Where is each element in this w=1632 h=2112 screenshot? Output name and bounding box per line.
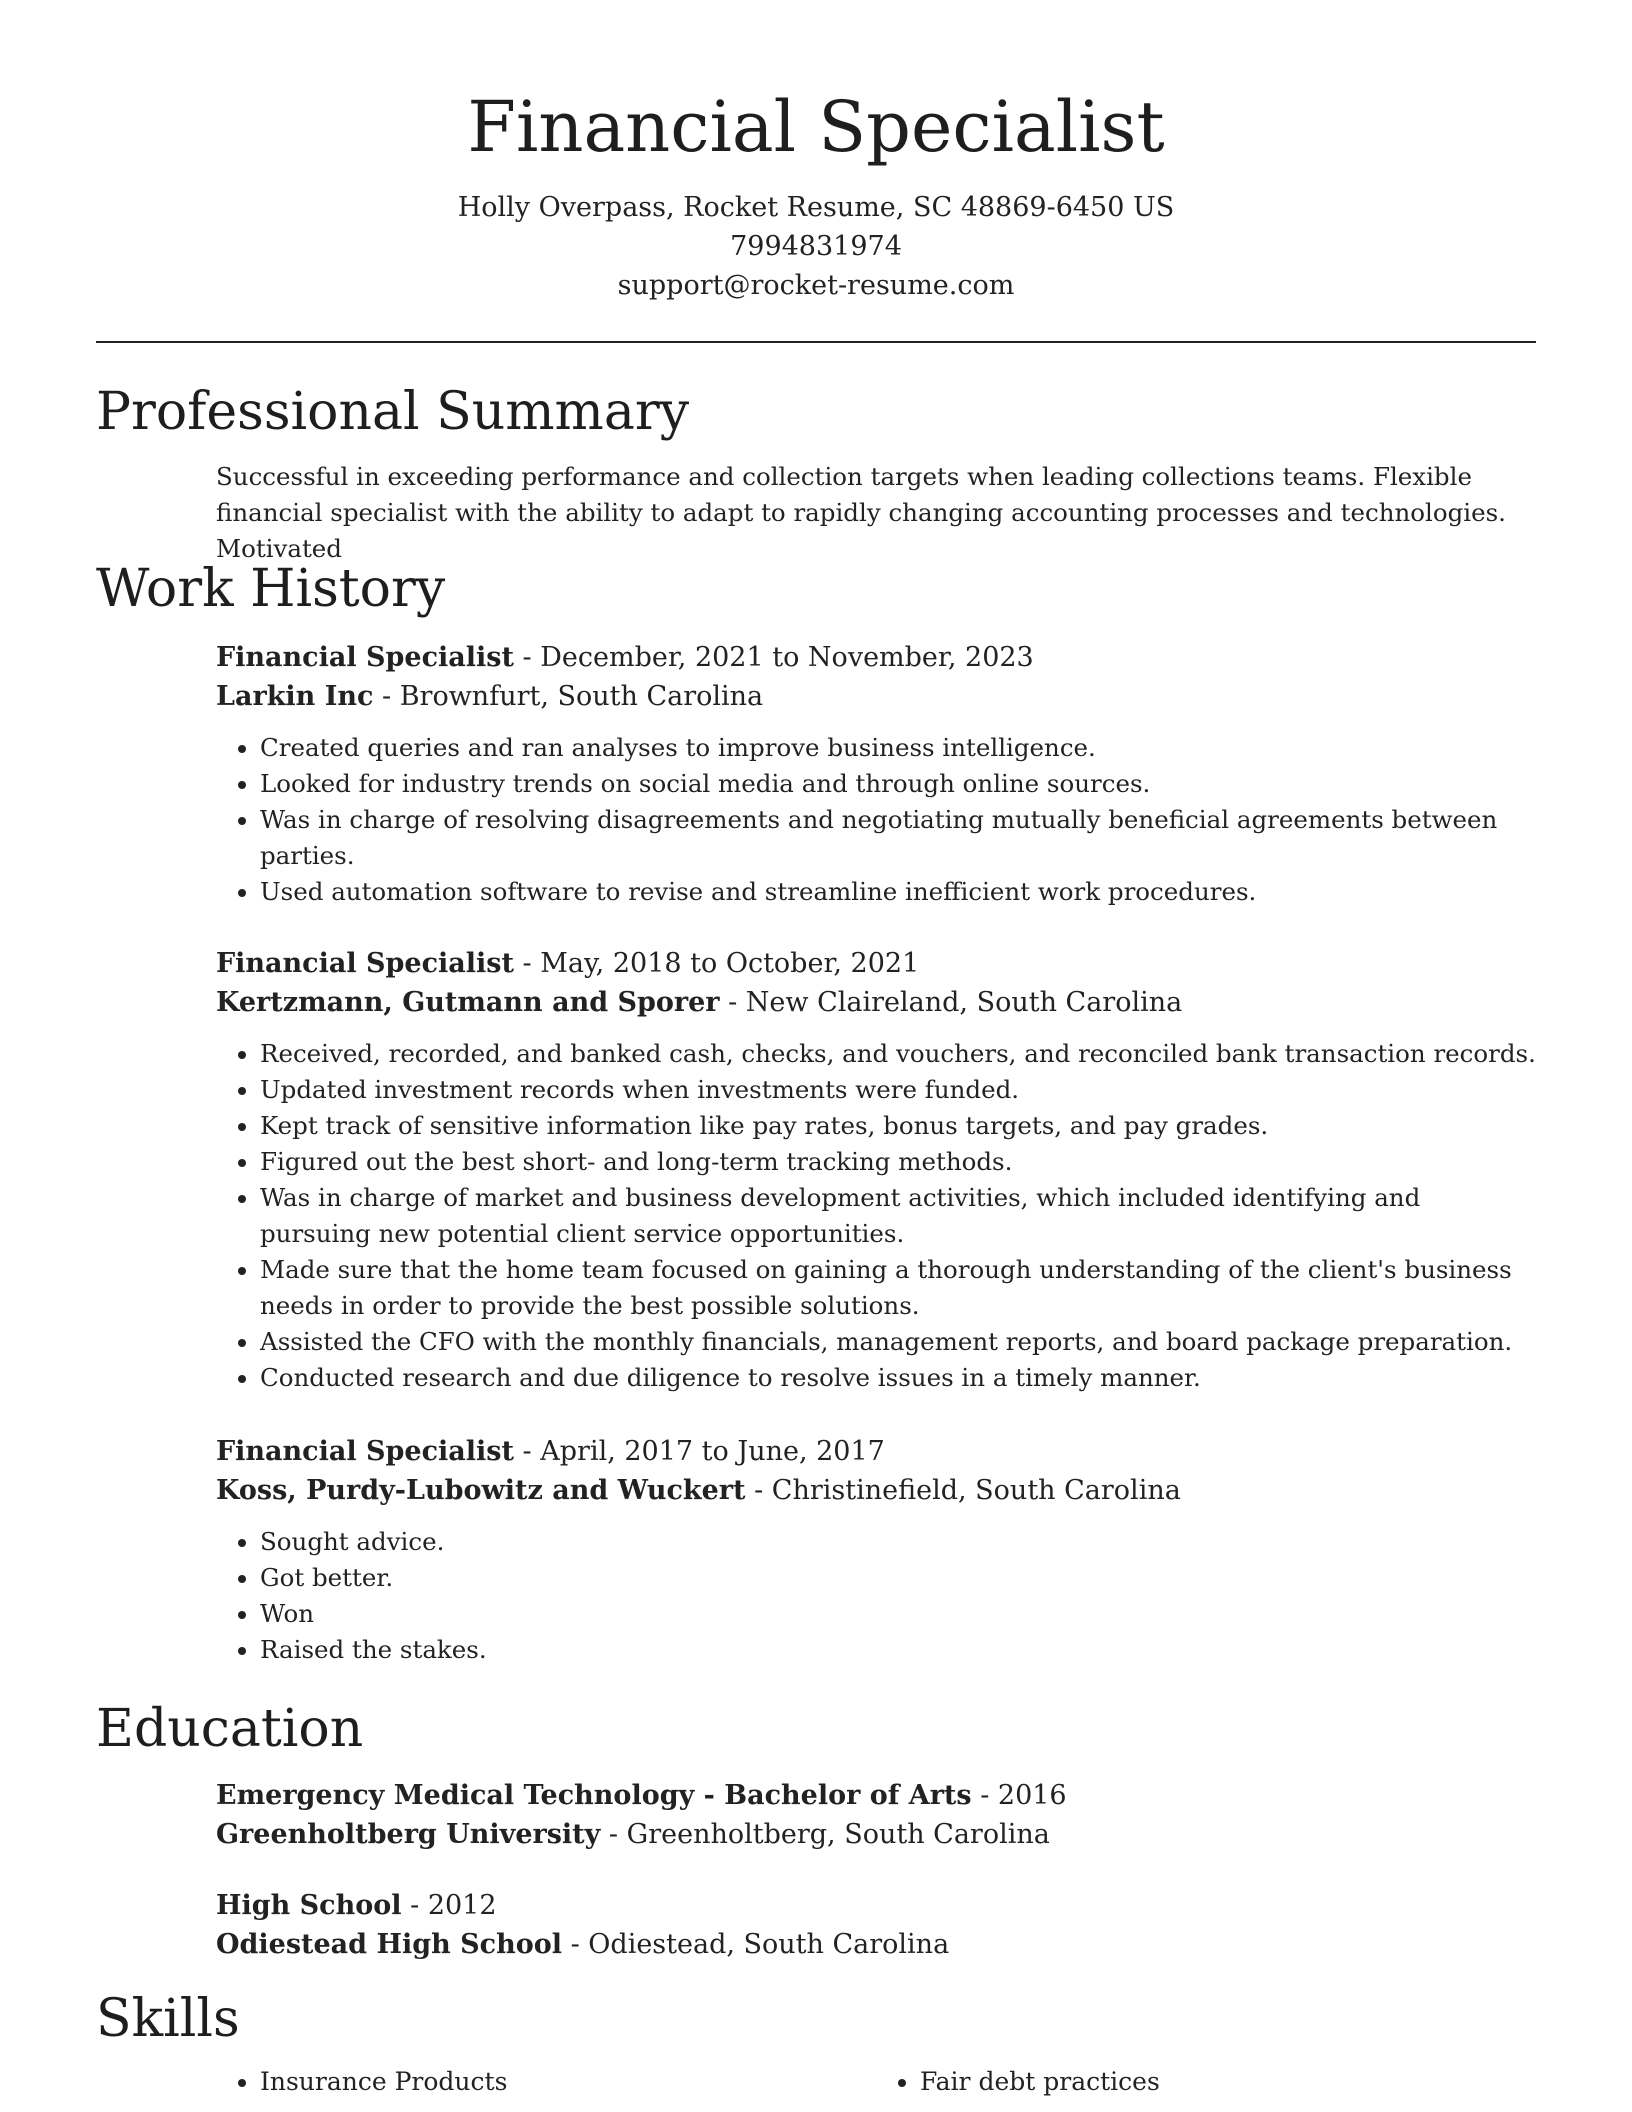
job-role: Financial Specialist — [216, 1436, 514, 1467]
skill-item: • Fair debt practices — [920, 2064, 1536, 2100]
education-entry-2 — [216, 1886, 1536, 1964]
header-divider — [96, 341, 1536, 343]
job-entry-1 — [216, 638, 1536, 910]
job-bullet: • Won — [260, 1596, 1536, 1632]
job-dates: - May, 2018 to October, 2021 — [513, 948, 920, 979]
job-title-line — [216, 944, 1536, 983]
job-bullet: • Received, recorded, and banked cash, checks, and vouchers, and reconciled bank transaction records. — [260, 1036, 1536, 1072]
job-company-line — [216, 1471, 1536, 1510]
job-company: Larkin Inc — [216, 681, 374, 712]
edu-year: - 2012 — [401, 1890, 497, 1921]
job-bullet: • Got better. — [260, 1560, 1536, 1596]
job-title-line — [216, 638, 1536, 677]
job-company-line — [216, 983, 1536, 1022]
education-entry-1 — [216, 1776, 1536, 1854]
job-bullet: • Created queries and ran analyses to improve business intelligence. — [260, 730, 1536, 766]
job-bullet: • Sought advice. — [260, 1524, 1536, 1560]
job-dates: - April, 2017 to June, 2017 — [513, 1436, 885, 1467]
edu-school: Greenholtberg University — [216, 1819, 601, 1850]
contact-address: Holly Overpass, Rocket Resume, SC 48869-6450 US — [457, 192, 1175, 223]
job-bullet: • Figured out the best short- and long-term tracking methods. — [260, 1144, 1536, 1180]
edu-school-line — [216, 1815, 1536, 1854]
edu-location: - Greenholtberg, South Carolina — [600, 1819, 1050, 1850]
job-bullet: • Looked for industry trends on social media and through online sources. — [260, 766, 1536, 802]
skills-column-left — [216, 2064, 876, 2100]
job-bullet: • Was in charge of resolving disagreements and negotiating mutually beneficial agreements between parties. — [260, 802, 1536, 874]
edu-degree: Emergency Medical Technology - Bachelor of Arts — [216, 1780, 972, 1811]
edu-degree-line — [216, 1886, 1536, 1925]
work-history-heading: Work History — [96, 559, 446, 619]
job-dates: - December, 2021 to November, 2023 — [513, 642, 1034, 673]
job-location: - Christinefield, South Carolina — [745, 1475, 1181, 1506]
contact-info — [0, 188, 1632, 305]
job-company-line — [216, 677, 1536, 716]
job-company: Kertzmann, Gutmann and Sporer — [216, 987, 720, 1018]
job-entry-2 — [216, 944, 1536, 1396]
job-location: - New Claireland, South Carolina — [719, 987, 1183, 1018]
skills-list — [216, 2064, 1536, 2100]
education-heading: Education — [96, 1699, 364, 1759]
edu-school-line — [216, 1925, 1536, 1964]
job-bullet: • Used automation software to revise and streamline inefficient work procedures. — [260, 874, 1536, 910]
job-bullet: • Was in charge of market and business development activities, which included identifying and pursuing new potential client service opportunities. — [260, 1180, 1536, 1252]
contact-email: support@rocket-resume.com — [617, 270, 1015, 301]
summary-heading: Professional Summary — [96, 382, 690, 442]
summary-text: Successful in exceeding performance and collection targets when leading collections teams. Flexible financial specialist with the ability to adapt to rapidly changing accounting processes and technologies. Motivated — [216, 462, 1506, 563]
job-title-line — [216, 1432, 1536, 1471]
job-bullet: • Raised the stakes. — [260, 1632, 1536, 1668]
resume-header — [0, 0, 1632, 305]
job-bullet: • Assisted the CFO with the monthly financials, management reports, and board package preparation. — [260, 1324, 1536, 1360]
edu-school: Odiestead High School — [216, 1929, 562, 1960]
contact-phone: 7994831974 — [730, 231, 902, 262]
edu-year: - 2016 — [971, 1780, 1067, 1811]
job-company: Koss, Purdy-Lubowitz and Wuckert — [216, 1475, 746, 1506]
job-location: - Brownfurt, South Carolina — [373, 681, 764, 712]
skill-item: • Insurance Products — [260, 2064, 876, 2100]
edu-degree: High School — [216, 1890, 402, 1921]
edu-location: - Odiestead, South Carolina — [561, 1929, 950, 1960]
candidate-name: Financial Specialist — [467, 86, 1165, 168]
job-bullet: • Made sure that the home team focused on gaining a thorough understanding of the client's business needs in order to provide the best possible solutions. — [260, 1252, 1536, 1324]
job-role: Financial Specialist — [216, 948, 514, 979]
job-entry-3 — [216, 1432, 1536, 1668]
skills-column-right — [876, 2064, 1536, 2100]
job-bullets — [216, 1524, 1536, 1668]
job-bullets — [216, 1036, 1536, 1396]
edu-degree-line — [216, 1776, 1536, 1815]
job-role: Financial Specialist — [216, 642, 514, 673]
skills-heading: Skills — [96, 1989, 240, 2049]
job-bullet: • Conducted research and due diligence to resolve issues in a timely manner. — [260, 1360, 1536, 1396]
job-bullet: • Kept track of sensitive information like pay rates, bonus targets, and pay grades. — [260, 1108, 1536, 1144]
job-bullet: • Updated investment records when investments were funded. — [260, 1072, 1536, 1108]
job-bullets — [216, 730, 1536, 910]
